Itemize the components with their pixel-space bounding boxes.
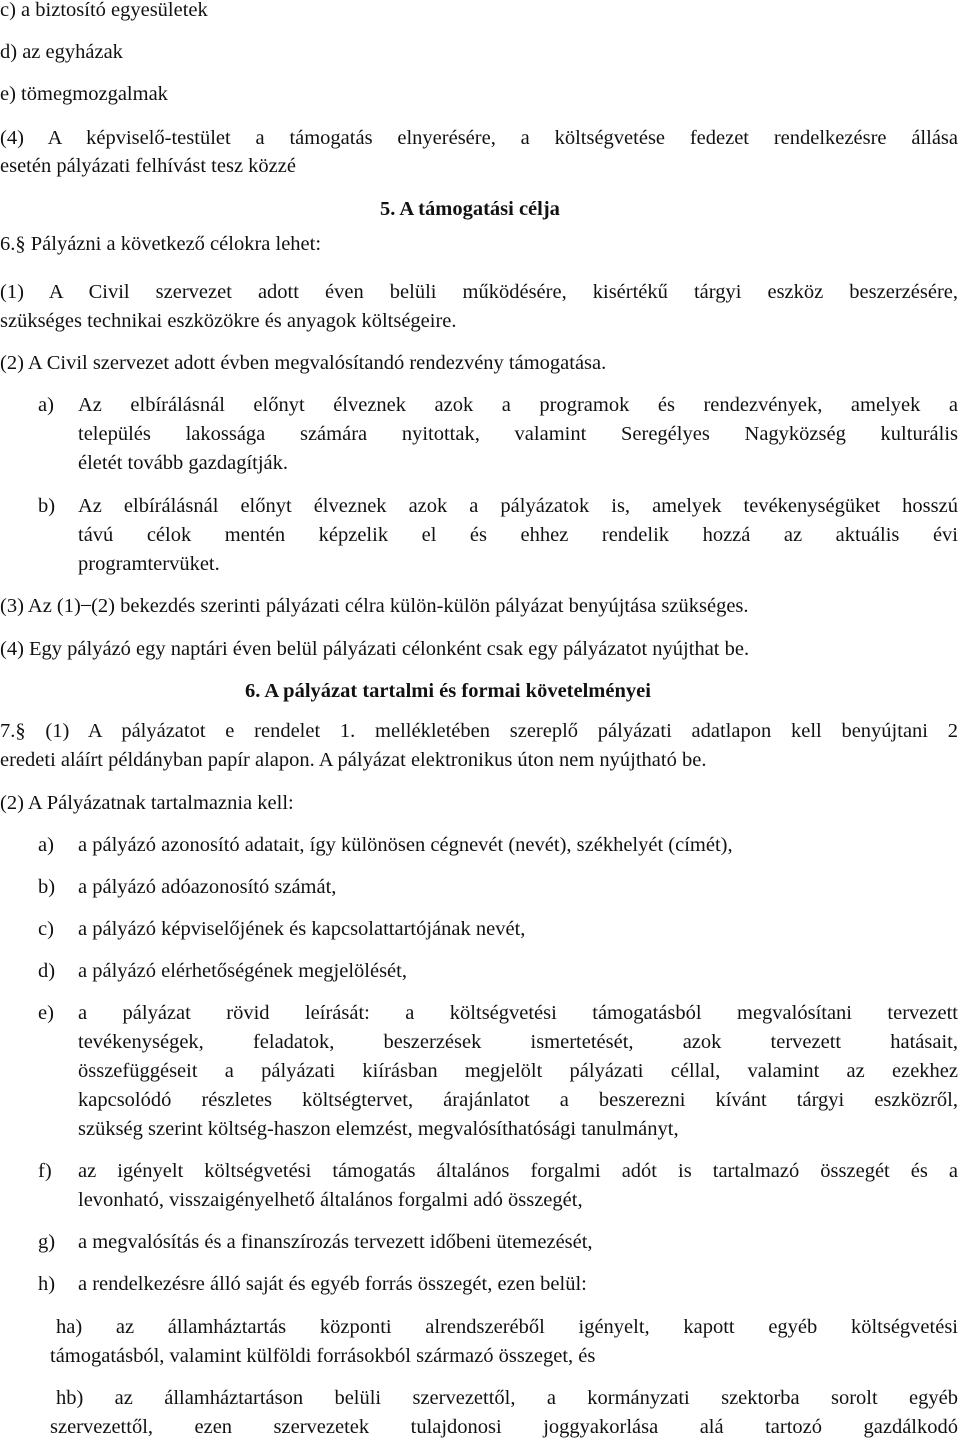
sub-item-ha-line-2: támogatásból, valamint külföldi forrásokból származó összeget, és — [50, 1345, 596, 1367]
req-item-g: a megvalósítás és a finanszírozás tervezett időbeni ütemezését, — [78, 1231, 593, 1253]
paragraph-4-line-1: (4) A képviselő-testület a támogatás elnyerésére, a költségvetése fedezet rendelkezésre állása — [0, 127, 958, 149]
section-7-line-1: 7.§ (1) A pályázatot e rendelet 1. mellékletében szereplő pályázati adatlapon kell benyújtani 2 — [0, 720, 958, 742]
section-6-paragraph: 6.§ Pályázni a következő célokra lehet: — [0, 233, 322, 255]
req-item-f-line-2: levonható, visszaigényelhető általános forgalmi adó összegét, — [78, 1189, 583, 1211]
req-item-e-line-3: összefüggéseit a pályázati kiírásban megjelölt pályázati céllal, valamint az ezekhez — [78, 1060, 958, 1082]
section-6-heading: 6. A pályázat tartalmi és formai követelményei — [245, 680, 651, 702]
section-7-line-3: (2) A Pályázatnak tartalmaznia kell: — [0, 792, 294, 814]
req-item-d: a pályázó elérhetőségének megjelölését, — [78, 960, 407, 982]
item-label-a: a) — [38, 394, 54, 416]
item-label-b: b) — [38, 495, 56, 517]
section-7-line-2: eredeti aláírt példányban papír alapon. A pályázat elektronikus úton nem nyújtható be. — [0, 749, 707, 771]
point-1-line-2: szükséges technikai eszközökre és anyagok költségeire. — [0, 310, 457, 332]
req-item-b: a pályázó adóazonosító számát, — [78, 876, 337, 898]
item-b-line-1: Az elbírálásnál előnyt élveznek azok a pályázatok is, amelyek tevékenységüket hosszú — [78, 495, 958, 517]
req-item-c: a pályázó képviselőjének és kapcsolattartójának nevét, — [78, 918, 526, 940]
point-3: (3) Az (1) ̶ (2) bekezdés szerinti pályázati célra külön-külön pályázat benyújtása szükséges. — [0, 595, 749, 617]
point-2: (2) A Civil szervezet adott évben megvalósítandó rendezvény támogatása. — [0, 352, 607, 374]
item-b-line-2: távú célok mentén képzelik el és ehhez rendelik hozzá az aktuális évi — [78, 524, 958, 546]
req-item-e-line-1: a pályázat rövid leírását: a költségvetési támogatásból megvalósítani tervezett — [78, 1002, 958, 1024]
list-item-d: d) az egyházak — [0, 41, 123, 63]
list-item-c: c) a biztosító egyesületek — [0, 0, 208, 21]
req-item-f-line-1: az igényelt költségvetési támogatás általános forgalmi adót is tartalmazó összegét és a — [78, 1160, 958, 1182]
paragraph-4-line-2: esetén pályázati felhívást tesz közzé — [0, 155, 296, 177]
req-item-a: a pályázó azonosító adatait, így különösen cégnevét (nevét), székhelyét (címét), — [78, 834, 733, 856]
item-a-line-3: életét tovább gazdagítják. — [78, 452, 289, 474]
req-label-e: e) — [38, 1002, 54, 1024]
req-label-b: b) — [38, 876, 56, 898]
req-label-a: a) — [38, 834, 54, 856]
req-label-g: g) — [38, 1231, 56, 1253]
req-label-d: d) — [38, 960, 56, 982]
section-5-heading: 5. A támogatási célja — [380, 198, 560, 220]
sub-item-ha-line-1: ha) az államháztartás központi alrendszeréből igényelt, kapott egyéb költségvetési — [56, 1316, 958, 1338]
req-item-e-line-5: szükség szerint költség-haszon elemzést, megvalósíthatósági tanulmányt, — [78, 1118, 679, 1140]
sub-item-hb-line-2: szervezettől, ezen szervezetek tulajdonosi joggyakorlása alá tartozó gazdálkodó — [50, 1416, 958, 1438]
req-label-c: c) — [38, 918, 54, 940]
req-item-e-line-4: kapcsolódó részletes költségtervet, árajánlatot a beszerezni kívánt tárgyi eszközről, — [78, 1089, 958, 1111]
list-item-e: e) tömegmozgalmak — [0, 83, 168, 105]
req-item-e-line-2: tevékenységek, feladatok, beszerzések ismertetését, azok tervezett hatásait, — [78, 1031, 958, 1053]
req-item-h: a rendelkezésre álló saját és egyéb forrás összegét, ezen belül: — [78, 1273, 587, 1295]
item-a-line-1: Az elbírálásnál előnyt élveznek azok a programok és rendezvények, amelyek a — [78, 394, 958, 416]
point-4: (4) Egy pályázó egy naptári éven belül pályázati célonként csak egy pályázatot nyújthat be. — [0, 638, 750, 660]
item-a-line-2: település lakossága számára nyitottak, valamint Seregélyes Nagyközség kulturális — [78, 423, 958, 445]
req-label-h: h) — [38, 1273, 56, 1295]
item-b-line-3: programtervüket. — [78, 553, 220, 575]
point-1-line-1: (1) A Civil szervezet adott éven belüli működésére, kisértékű tárgyi eszköz beszerzésére, — [0, 281, 958, 303]
sub-item-hb-line-1: hb) az államháztartáson belüli szervezettől, a kormányzati szektorba sorolt egyéb — [56, 1387, 958, 1409]
req-label-f: f) — [38, 1160, 52, 1182]
